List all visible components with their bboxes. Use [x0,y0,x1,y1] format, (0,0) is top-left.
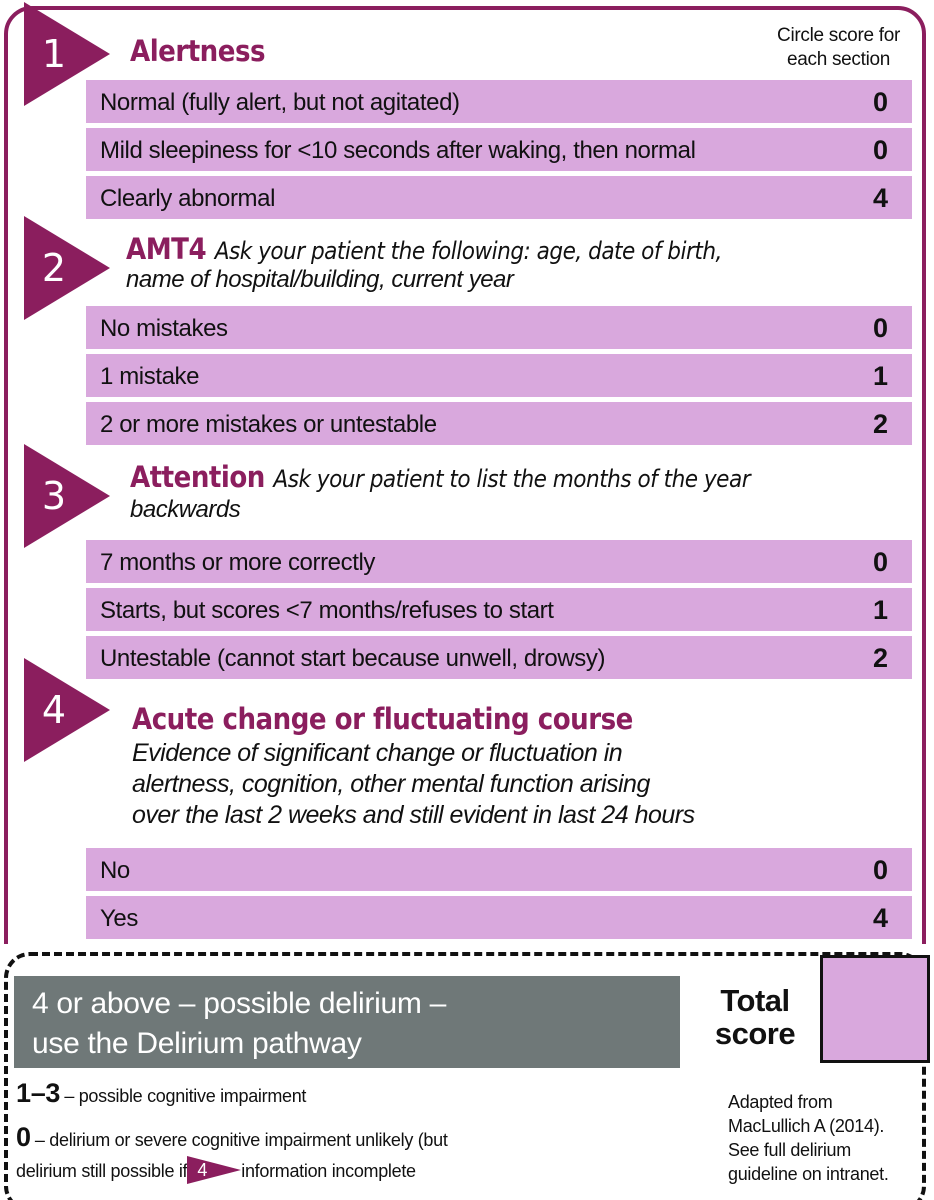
section-4-body-line2: alertness, cognition, other mental function arising [132,770,650,798]
option-label: 2 or more mistakes or untestable [100,411,437,438]
legend-line-2 [16,1122,448,1153]
section-2-instruction-line1: Ask your patient the following: age, date of birth, [214,237,722,265]
section-3-number: 3 [41,474,67,518]
result-line1: 4 or above – possible delirium – [32,987,446,1020]
legend-text-1-3: – possible cognitive impairment [64,1086,307,1106]
attribution-line3: See full delirium [728,1140,851,1160]
option-score[interactable]: 0 [872,87,888,117]
option-label: Starts, but scores <7 months/refuses to start [100,597,554,624]
option-label: Untestable (cannot start because unwell, drowsy) [100,645,606,672]
legend-text-0b-before: delirium still possible if [16,1161,188,1181]
section-2-option-2[interactable] [86,354,912,397]
section-4-title: Acute change or fluctuating course [132,702,633,736]
legend-line-1 [16,1078,306,1109]
option-label: 1 mistake [100,363,200,390]
section-1-title: Alertness [130,34,266,68]
section-2-option-1[interactable] [86,306,912,349]
option-score[interactable]: 0 [872,855,888,885]
section-4-option-2[interactable] [86,896,912,939]
section-1-option-2[interactable] [86,128,912,171]
section-2-title: AMT4 [126,232,207,266]
option-label: No [100,857,130,884]
section-1-option-1[interactable] [86,80,912,123]
circle-note-line2: each section [786,49,891,70]
option-label: No mistakes [100,315,228,342]
total-label-line1: Total [720,983,790,1018]
section-4-mini-arrow-icon [187,1156,241,1184]
section-2-instruction-line2: name of hospital/building, current year [126,266,514,293]
section-4-body-line3: over the last 2 weeks and still evident in last 24 hours [132,801,695,829]
section-4-body-line1: Evidence of significant change or fluctuation in [132,739,623,767]
section-3-option-1[interactable] [86,540,912,583]
option-label: 7 months or more correctly [100,549,376,576]
section-3-option-3[interactable] [86,636,912,679]
option-score[interactable]: 1 [872,595,888,625]
legend-text-0b-after: information incomplete [241,1161,416,1181]
section-1-number: 1 [41,32,67,76]
section-3-instruction-line1: Ask your patient to list the months of the year [273,465,751,493]
circle-score-note [777,24,900,72]
legend-text-0a: – delirium or severe cognitive impairment unlikely (but [34,1130,448,1150]
circle-note-line1: Circle score for [777,25,900,46]
option-score[interactable]: 0 [872,547,888,577]
option-score[interactable]: 4 [872,183,888,213]
section-4-body [132,738,695,831]
section-3-title: Attention [130,460,265,494]
option-score[interactable]: 4 [872,903,888,933]
total-score-label [696,984,814,1050]
section-3-option-2[interactable] [86,588,912,631]
total-score-box[interactable] [820,955,930,1063]
option-score[interactable]: 0 [872,135,888,165]
option-score[interactable]: 0 [872,313,888,343]
result-line2: use the Delirium pathway [32,1027,362,1060]
section-4-arrow-icon [24,658,110,762]
attribution-line4: guideline on intranet. [728,1164,889,1184]
attribution-line2: MacLullich A (2014). [728,1116,885,1136]
attribution-line1: Adapted from [728,1092,833,1112]
legend-key-0: 0 [16,1122,31,1152]
legend-line-3 [16,1156,416,1184]
section-2-heading [126,232,722,266]
section-4-option-1[interactable] [86,848,912,891]
section-2-arrow-icon [24,216,110,320]
option-label: Clearly abnormal [100,185,276,212]
legend-key-1-3: 1–3 [16,1078,61,1108]
total-label-line2: score [714,1016,796,1051]
result-banner [14,976,680,1068]
option-score[interactable]: 2 [872,409,888,439]
section-3-heading [130,460,750,494]
section-3-arrow-icon [24,444,110,548]
mini-arrow-number: 4 [197,1160,208,1180]
section-3-instruction-line2: backwards [130,496,241,523]
option-score[interactable]: 2 [872,643,888,673]
option-label: Mild sleepiness for <10 seconds after waking, then normal [100,137,696,164]
option-label: Yes [100,905,138,932]
option-score[interactable]: 1 [872,361,888,391]
section-4-number: 4 [41,688,67,732]
section-2-option-3[interactable] [86,402,912,445]
attribution-note [728,1090,889,1186]
section-1-option-3[interactable] [86,176,912,219]
option-label: Normal (fully alert, but not agitated) [100,89,460,116]
section-2-number: 2 [41,246,67,290]
